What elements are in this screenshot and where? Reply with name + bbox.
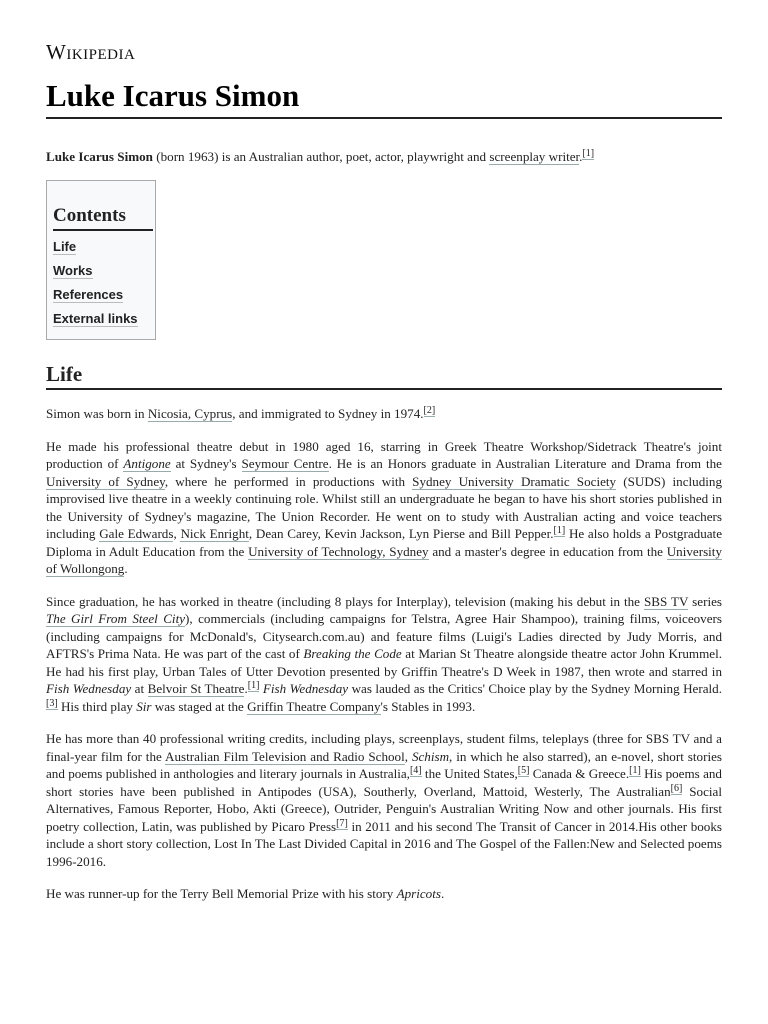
link-screenplay-writer[interactable]: screenplay writer — [489, 149, 580, 164]
text: ), commercials (including campaigns for Telstra, Agree Hair Shampoo), training films, voiceovers (including campaigns for McDonald's, Citysearch.com.au) and feature films (Luigi's Ladies directed by Judy Morris, and AFTRS's Prima Nata. He was part of the cast of — [46, 611, 722, 661]
text: (SUDS) including improvised live theatre in a weekly continuing role. Whilst still an undergraduate he began to have his short stories published in the University of Sydney's magazine, The Union Recorder. He went on to study with Australian acting and voice teachers including — [46, 473, 722, 541]
text: at — [131, 681, 148, 696]
link-belvoir-st-theatre[interactable]: Belvoir St Theatre — [147, 681, 245, 696]
link-girl-from-steel-city[interactable] — [46, 611, 185, 627]
toc-list — [53, 235, 149, 331]
text: . — [440, 886, 445, 901]
subject-name: Luke Icarus Simon — [46, 149, 153, 164]
link-text: Antigone — [123, 456, 171, 471]
link-sbs-tv[interactable]: SBS TV — [643, 593, 689, 609]
link-nick-enright[interactable]: Nick Enright — [180, 526, 249, 541]
citation-5[interactable]: [5] — [517, 765, 530, 776]
text: , Dean Carey, Kevin Jackson, Lyn Pierse and Bill Pepper. — [248, 526, 554, 541]
text: . He is an Honors graduate in Australian Literature and Drama from the — [328, 456, 722, 471]
text: He was runner-up for the Terry Bell Memorial Prize with his story — [46, 886, 397, 901]
text: was staged at the — [151, 698, 248, 714]
text: at Sydney's — [170, 456, 242, 471]
text: . — [579, 149, 583, 164]
life-paragraph-1 — [46, 405, 722, 423]
link-nicosia-cyprus[interactable]: Nicosia, Cyprus — [147, 406, 233, 421]
text: Social Alternatives, Famous Reporter, Hobo, Akti (Greece), Outrider, Penguin's Australian Writing Now and other journals. His first poetry collection, Latin, was published by Picaro Press — [46, 783, 722, 834]
text: Canada & Greece. — [529, 766, 630, 781]
toc-item-external-links[interactable] — [53, 307, 149, 331]
text: . — [244, 681, 248, 696]
toc-title: Contents — [53, 205, 153, 231]
text: , in which he also starred), an e-novel, short stories and poems published in anthologies and literary journals in Australia, — [46, 748, 722, 781]
text: 's Stables in 1993. — [380, 698, 476, 714]
text: in 2011 and his second The Transit of Cancer in 2014.His other books include a short story collection, Lost In The Last Divided Capital in 2016 and The Gospel of the Fallen:New and Selected poems 1996-2016. — [46, 818, 722, 869]
text: His poems and short stories have been published in Antipodes (USA), Southerly, Overland, Mattoid, Westerly, The Australian — [46, 766, 722, 799]
citation-7[interactable]: [7] — [336, 817, 348, 829]
text: was lauded as the Critics' Choice play by the Sydney Morning Herald. — [348, 681, 722, 696]
toc-item-references[interactable] — [53, 283, 149, 307]
italic-title: Sir — [136, 698, 152, 714]
text: Simon was born in — [46, 406, 148, 421]
text: He has more than 40 professional writing credits, including plays, screenplays, student films, teleplays (three for SBS TV and a final-year film for the — [46, 731, 722, 764]
link-antigone[interactable] — [123, 456, 170, 472]
link-gale-edwards[interactable]: Gale Edwards — [99, 526, 174, 541]
text: and a master's degree in education from the — [428, 543, 667, 559]
toc-item-works[interactable] — [53, 259, 149, 283]
toc-item-life[interactable] — [53, 235, 149, 259]
citation-4[interactable]: [4] — [409, 765, 422, 776]
text: , where he performed in productions with — [164, 473, 413, 489]
life-paragraph-2 — [46, 438, 722, 578]
link-university-of-wollongong[interactable]: University of Wollongong — [46, 543, 722, 576]
text: (born 1963) is an Australian author, poet, actor, playwright and — [152, 149, 490, 164]
text: His third play — [57, 698, 137, 714]
text: He made his professional theatre debut in 1980 aged 16, starring in Greek Theatre Workshop/Sidetrack Theatre's joint production of — [46, 438, 722, 471]
link-aftrs[interactable]: Australian Film Television and Radio School — [165, 748, 405, 764]
italic-title: Fish Wednesday — [262, 681, 349, 696]
text: , — [173, 526, 181, 541]
table-of-contents — [46, 180, 156, 340]
citation-1[interactable]: [1] — [629, 765, 641, 776]
text: series — [688, 593, 722, 609]
text: . — [124, 561, 128, 576]
text: at Marian St Theatre alongside theatre actor John Krummel. He had his first play, Urban Tales of Utter Devotion presented by Griffin Theatre's D Week in 1987, then wrote and starred in — [46, 646, 722, 679]
text: the United States, — [421, 766, 518, 781]
toc-item-label: References — [53, 287, 124, 302]
link-text: The Girl From Steel City — [46, 611, 186, 626]
citation-1[interactable]: [1] — [553, 525, 566, 536]
text: He also holds a Postgraduate Diploma in Adult Education from the — [46, 526, 723, 559]
italic-title: Apricots — [396, 886, 441, 901]
italic-title: Fish Wednesday — [46, 681, 132, 696]
toc-item-label: Works — [53, 263, 93, 278]
intro-paragraph — [46, 148, 722, 166]
text: , and immigrated to Sydney in 1974. — [232, 406, 424, 421]
italic-title: Schism — [411, 748, 450, 764]
link-uts[interactable]: University of Technology, Sydney — [248, 543, 429, 559]
link-griffin-theatre-company[interactable]: Griffin Theatre Company — [247, 698, 381, 714]
wikipedia-wordmark[interactable]: Wikipedia — [46, 40, 136, 64]
citation-6[interactable]: [6] — [670, 782, 683, 794]
life-paragraph-4 — [46, 730, 722, 870]
text: , — [404, 748, 412, 764]
citation-1[interactable]: [1] — [247, 680, 260, 691]
section-heading-life: Life — [46, 360, 722, 390]
life-section-body — [46, 405, 722, 918]
citation-3[interactable]: [3] — [46, 697, 58, 709]
life-paragraph-3 — [46, 593, 722, 716]
link-university-of-sydney[interactable]: University of Sydney — [46, 473, 165, 489]
link-seymour-centre[interactable]: Seymour Centre — [241, 456, 329, 471]
toc-item-label: Life — [53, 239, 77, 254]
citation-2[interactable]: [2] — [423, 405, 436, 416]
link-suds[interactable]: Sydney University Dramatic Society — [412, 473, 617, 489]
toc-item-label: External links — [53, 311, 138, 326]
text: Since graduation, he has worked in theatre (including 8 plays for Interplay), television (making his debut in the — [46, 593, 644, 609]
citation-1[interactable]: [1] — [582, 148, 595, 159]
italic-title: Breaking the Code — [303, 646, 402, 661]
page-title: Luke Icarus Simon — [46, 76, 722, 119]
life-paragraph-5 — [46, 885, 722, 903]
